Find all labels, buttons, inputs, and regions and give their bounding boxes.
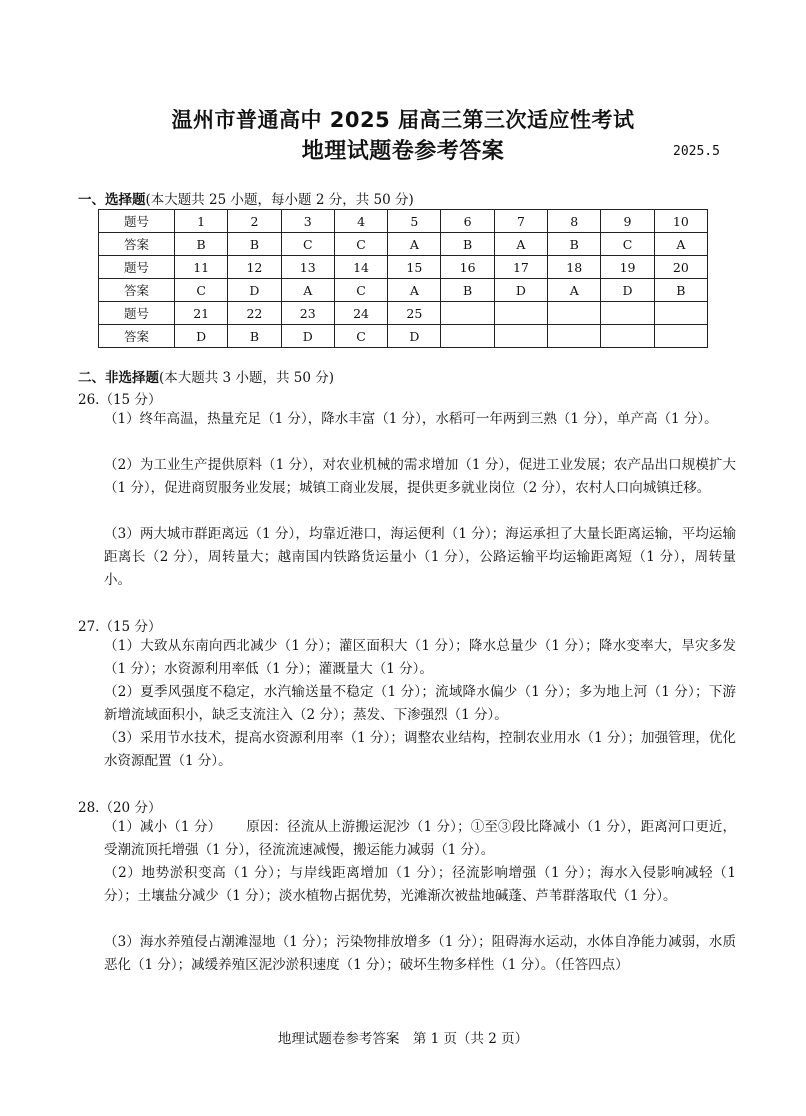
exam-date: 2025.5	[673, 144, 720, 159]
answer-table-row	[99, 210, 708, 233]
answer-table-cell: C	[334, 279, 387, 302]
q27-heading: 27.（15 分）	[78, 619, 162, 635]
q26-answer-1	[104, 408, 736, 431]
answer-table-cell: 11	[175, 256, 228, 279]
answer-table-cell: D	[228, 279, 281, 302]
answer-table-cell: D	[601, 279, 654, 302]
answer-table-cell: 5	[388, 210, 441, 233]
answer-table-row-header: 题号	[99, 256, 175, 279]
answer-table-cell	[441, 302, 494, 325]
answer-table-cell	[494, 302, 547, 325]
exam-title: 温州市普通高中 2025 届高三第三次适应性考试	[171, 108, 635, 132]
answer-table-cell: 10	[654, 210, 707, 233]
answer-table-cell	[548, 302, 601, 325]
answer-table-cell	[441, 325, 494, 348]
q26-item-1-number: （1）	[104, 411, 140, 427]
answer-table-cell: B	[548, 233, 601, 256]
q27-item-3-number: （3）	[104, 730, 140, 746]
q28-item-1-number: （1）	[104, 819, 141, 835]
q28-heading: 28.（20 分）	[78, 800, 162, 816]
answer-table-row	[99, 256, 708, 279]
answer-table-cell: C	[281, 233, 334, 256]
answer-table-cell: 12	[228, 256, 281, 279]
answer-table-cell: 6	[441, 210, 494, 233]
q28-item-3-number: （3）	[104, 934, 140, 950]
answer-table-row-header: 题号	[99, 210, 175, 233]
answer-table-cell: 22	[228, 302, 281, 325]
answer-table-row	[99, 325, 708, 348]
answer-table-cell: C	[601, 233, 654, 256]
answer-table-cell: A	[388, 233, 441, 256]
answer-table-cell: D	[281, 325, 334, 348]
section-2-note: (本大题共 3 小题，共 50 分)	[159, 370, 334, 386]
answer-table-cell: B	[441, 279, 494, 302]
answer-table-cell: 8	[548, 210, 601, 233]
answer-table-cell: A	[654, 233, 707, 256]
q27-answer-2	[104, 681, 736, 727]
answer-table-cell: 16	[441, 256, 494, 279]
answer-table-cell	[548, 325, 601, 348]
q28-answer-2	[104, 862, 736, 908]
answer-table-cell: 14	[334, 256, 387, 279]
answer-table-cell: D	[494, 279, 547, 302]
answer-table-cell: C	[175, 279, 228, 302]
answer-table-cell	[494, 325, 547, 348]
answer-table-cell: 15	[388, 256, 441, 279]
answer-table-cell: 19	[601, 256, 654, 279]
answer-table-row-header: 题号	[99, 302, 175, 325]
answer-table-cell: B	[654, 279, 707, 302]
answer-table-cell: 1	[175, 210, 228, 233]
q26-item-3-number: （3）	[104, 526, 140, 542]
q26-item-1-text: 终年高温，热量充足（1 分），降水丰富（1 分），水稻可一年两到三熟（1 分），单产高（1 分）。	[139, 411, 718, 427]
q28-item-2-text: 地势淤积变高（1 分）；与岸线距离增加（1 分）；径流影响增强（1 分）；海水入侵影响减轻（1 分）；土壤盐分减少（1 分）；淡水植物占据优势，光滩渐次被盐地碱蓬、芦苇群落取代（1 分）。	[104, 865, 736, 904]
q26-answer-2	[104, 454, 736, 500]
q26-item-2-text: 为工业生产提供原料（1 分），对农业机械的需求增加（1 分），促进工业发展；农产品出口规模扩大（1 分），促进商贸服务业发展；城镇工商业发展，提供更多就业岗位（2 分），农村人口向城镇迁移。	[104, 457, 736, 496]
answer-table-cell: 24	[334, 302, 387, 325]
answer-table-cell	[654, 325, 707, 348]
answer-table-cell: 7	[494, 210, 547, 233]
q27-answer-1	[104, 635, 736, 681]
q26-answer-3	[104, 523, 736, 592]
q28-item-1-text: 减小（1 分） 原因：径流从上游搬运泥沙（1 分）；①至③段比降减小（1 分），距离河口更近，受潮流顶托增强（1 分），径流流速减慢，搬运能力减弱（1 分）。	[104, 819, 736, 858]
q26-item-3-text: 两大城市群距离远（1 分），均靠近港口，海运便利（1 分）；海运承担了大量长距离运输，平均运输距离长（2 分），周转量大；越南国内铁路货运量小（1 分），公路运输平均运输距离短（1 分），周转量小。	[104, 526, 736, 588]
answer-table-cell: A	[388, 279, 441, 302]
answer-table-cell: 3	[281, 210, 334, 233]
q27-item-2-text: 夏季风强度不稳定，水汽输送量不稳定（1 分）；流域降水偏少（1 分）；多为地上河（1 分）；下游新增流域面积小，缺乏支流注入（2 分）；蒸发、下渗强烈（1 分）。	[104, 684, 736, 723]
answer-table-cell: D	[388, 325, 441, 348]
answer-table-cell: 9	[601, 210, 654, 233]
answer-table-cell: A	[494, 233, 547, 256]
answer-table-cell: B	[228, 233, 281, 256]
q26-item-2-number: （2）	[104, 457, 140, 473]
answer-table-cell: 4	[334, 210, 387, 233]
answer-table-cell: 18	[548, 256, 601, 279]
answer-table-cell	[601, 302, 654, 325]
q27-item-1-text: 大致从东南向西北减少（1 分）；灌区面积大（1 分）；降水总量少（1 分）；降水变率大，旱灾多发（1 分）；水资源利用率低（1 分）；灌溉量大（1 分）。	[104, 638, 736, 677]
q27-item-1-number: （1）	[104, 638, 141, 654]
answer-table-row-header: 答案	[99, 279, 175, 302]
q26-heading: 26.（15 分）	[78, 392, 162, 408]
section-1-heading	[78, 188, 414, 208]
answer-table-cell: 20	[654, 256, 707, 279]
section-1-note: (本大题共 25 小题，每小题 2 分，共 50 分)	[145, 192, 414, 208]
q28-answer-3	[104, 931, 736, 977]
answer-table-row	[99, 279, 708, 302]
q27-answer-3	[104, 727, 736, 773]
answer-table-cell: D	[175, 325, 228, 348]
answer-table-cell: B	[441, 233, 494, 256]
answer-table-cell: 25	[388, 302, 441, 325]
answer-table-cell: A	[281, 279, 334, 302]
answer-table-cell: 21	[175, 302, 228, 325]
answer-table-row	[99, 233, 708, 256]
answer-table-cell	[654, 302, 707, 325]
section-2-heading	[78, 366, 334, 386]
answer-table	[98, 209, 708, 348]
answer-table-cell: 17	[494, 256, 547, 279]
answer-table-cell: B	[228, 325, 281, 348]
answer-key-title: 地理试题卷参考答案	[301, 139, 505, 164]
q28-item-3-text: 海水养殖侵占潮滩湿地（1 分）；污染物排放增多（1 分）；阻碍海水运动，水体自净能力减弱，水质恶化（1 分）；减缓养殖区泥沙淤积速度（1 分）；破坏生物多样性（1 分）。（任答四点）	[104, 934, 736, 973]
answer-table-cell: C	[334, 325, 387, 348]
answer-table-cell: A	[548, 279, 601, 302]
answer-table-cell: C	[334, 233, 387, 256]
answer-table-row	[99, 302, 708, 325]
section-2-label: 二、非选择题	[78, 370, 159, 386]
answer-table-cell	[601, 325, 654, 348]
q27-item-2-number: （2）	[104, 684, 141, 700]
page-footer: 地理试题卷参考答案 第 1 页（共 2 页）	[277, 1031, 529, 1047]
q28-item-2-number: （2）	[104, 865, 142, 881]
answer-table-cell: 2	[228, 210, 281, 233]
answer-table-cell: B	[175, 233, 228, 256]
answer-table-row-header: 答案	[99, 325, 175, 348]
answer-table-cell: 23	[281, 302, 334, 325]
answer-table-row-header: 答案	[99, 233, 175, 256]
q28-answer-1	[104, 816, 736, 862]
answer-table-cell: 13	[281, 256, 334, 279]
section-1-label: 一、选择题	[78, 192, 146, 208]
q27-item-3-text: 采用节水技术，提高水资源利用率（1 分）；调整农业结构，控制农业用水（1 分）；加强管理，优化水资源配置（1 分）。	[104, 730, 736, 769]
